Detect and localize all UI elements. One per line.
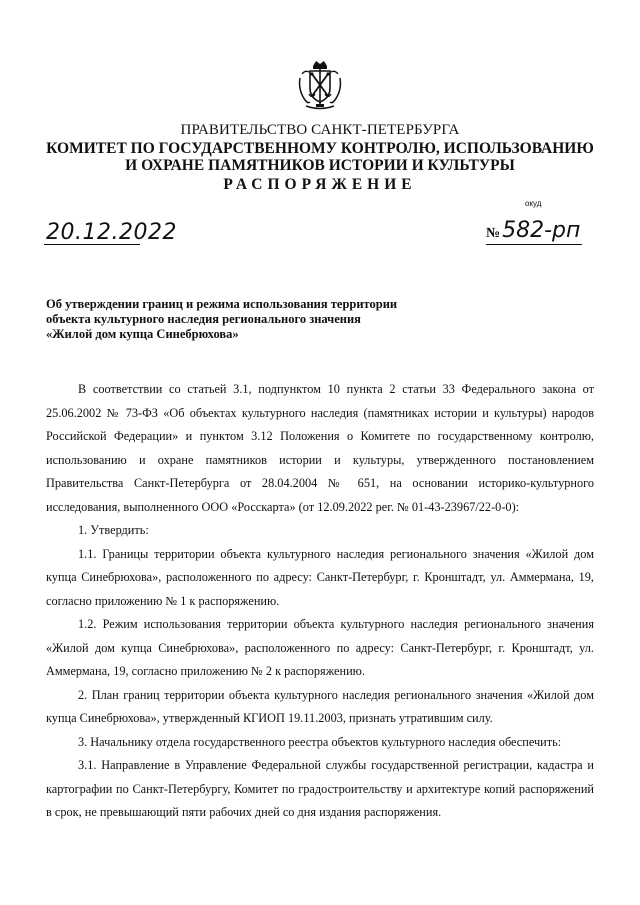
- document-number: [486, 218, 580, 243]
- number-sign: №: [486, 226, 501, 241]
- number-value: 582-рп: [502, 218, 581, 243]
- subject-line1: Об утверждении границ и режима использования территории: [46, 297, 398, 311]
- date-underline: [44, 244, 140, 245]
- okud-label: окуд: [525, 199, 542, 208]
- paragraph-item-2: 2. План границ территории объекта культурного наследия регионального значения «Жилой дом купца Синебрюхова», утвержденный КГИОП 19.11.2003, признать утратившим силу.: [46, 687, 594, 725]
- paragraph-item-3: 3. Начальнику отдела государственного реестра объектов культурного наследия обеспечить:: [78, 734, 562, 749]
- document-type: РАСПОРЯЖЕНИЕ: [223, 176, 417, 193]
- number-underline: [486, 244, 582, 245]
- committee-title-line1: КОМИТЕТ ПО ГОСУДАРСТВЕННОМУ КОНТРОЛЮ, ИСПОЛЬЗОВАНИЮ: [46, 140, 594, 157]
- document-date: 20.12.2022: [46, 220, 177, 245]
- government-title: ПРАВИТЕЛЬСТВО САНКТ-ПЕТЕРБУРГА: [180, 122, 460, 138]
- committee-title: [0, 140, 640, 174]
- committee-title-line2: И ОХРАНЕ ПАМЯТНИКОВ ИСТОРИИ И КУЛЬТУРЫ: [125, 157, 515, 174]
- paragraph-item-3-1: 3.1. Направление в Управление Федеральной службы государственной регистрации, кадастра и картографии по Санкт-Петербургу, Комитет по градостроительству и архитектуре копий распоряжений в срок, не превышающий пяти рабочих дней со дня издания распоряжения.: [46, 758, 594, 819]
- paragraph-preamble: В соответствии со статьей 3.1, подпунктом 10 пункта 2 статьи 33 Федерального закона от 25.06.2002 № 73-ФЗ «Об объектах культурного наследия (памятниках истории и культуры) народов Российской Федерации» и пунктом 3.12 Положения о Комитете по государственному контролю, использованию и охране памятников истории и культуры, утвержденного постановлением Правительства Санкт-Петербурга от 28.04.2004 № 651, на основании историко-культурного исследования, выполненного ООО «Росскарта» (от 12.09.2022 рег. № 01-43-23967/22-0-0):: [46, 382, 594, 514]
- paragraph-item-1-2: 1.2. Режим использования территории объекта культурного наследия регионального значения «Жилой дом купца Синебрюхова», расположенного по адресу: Санкт-Петербург, г. Кронштадт, ул. Аммермана, 19, согласно приложению № 2 к распоряжению.: [46, 617, 594, 678]
- paragraph-item-1: 1. Утвердить:: [78, 523, 149, 537]
- document-subject: [46, 297, 397, 342]
- document-body: [46, 378, 594, 825]
- subject-line3: «Жилой дом купца Синебрюхова»: [46, 327, 239, 341]
- paragraph-item-1-1: 1.1. Границы территории объекта культурного наследия регионального значения «Жилой дом купца Синебрюхова», расположенного по адресу: Санкт-Петербург, г. Кронштадт, ул. Аммермана, 19, согласно приложению № 1 к распоряжению.: [46, 546, 594, 608]
- saint-petersburg-coat-of-arms-icon: [296, 58, 344, 112]
- subject-line2: объекта культурного наследия регионального значения: [46, 312, 361, 326]
